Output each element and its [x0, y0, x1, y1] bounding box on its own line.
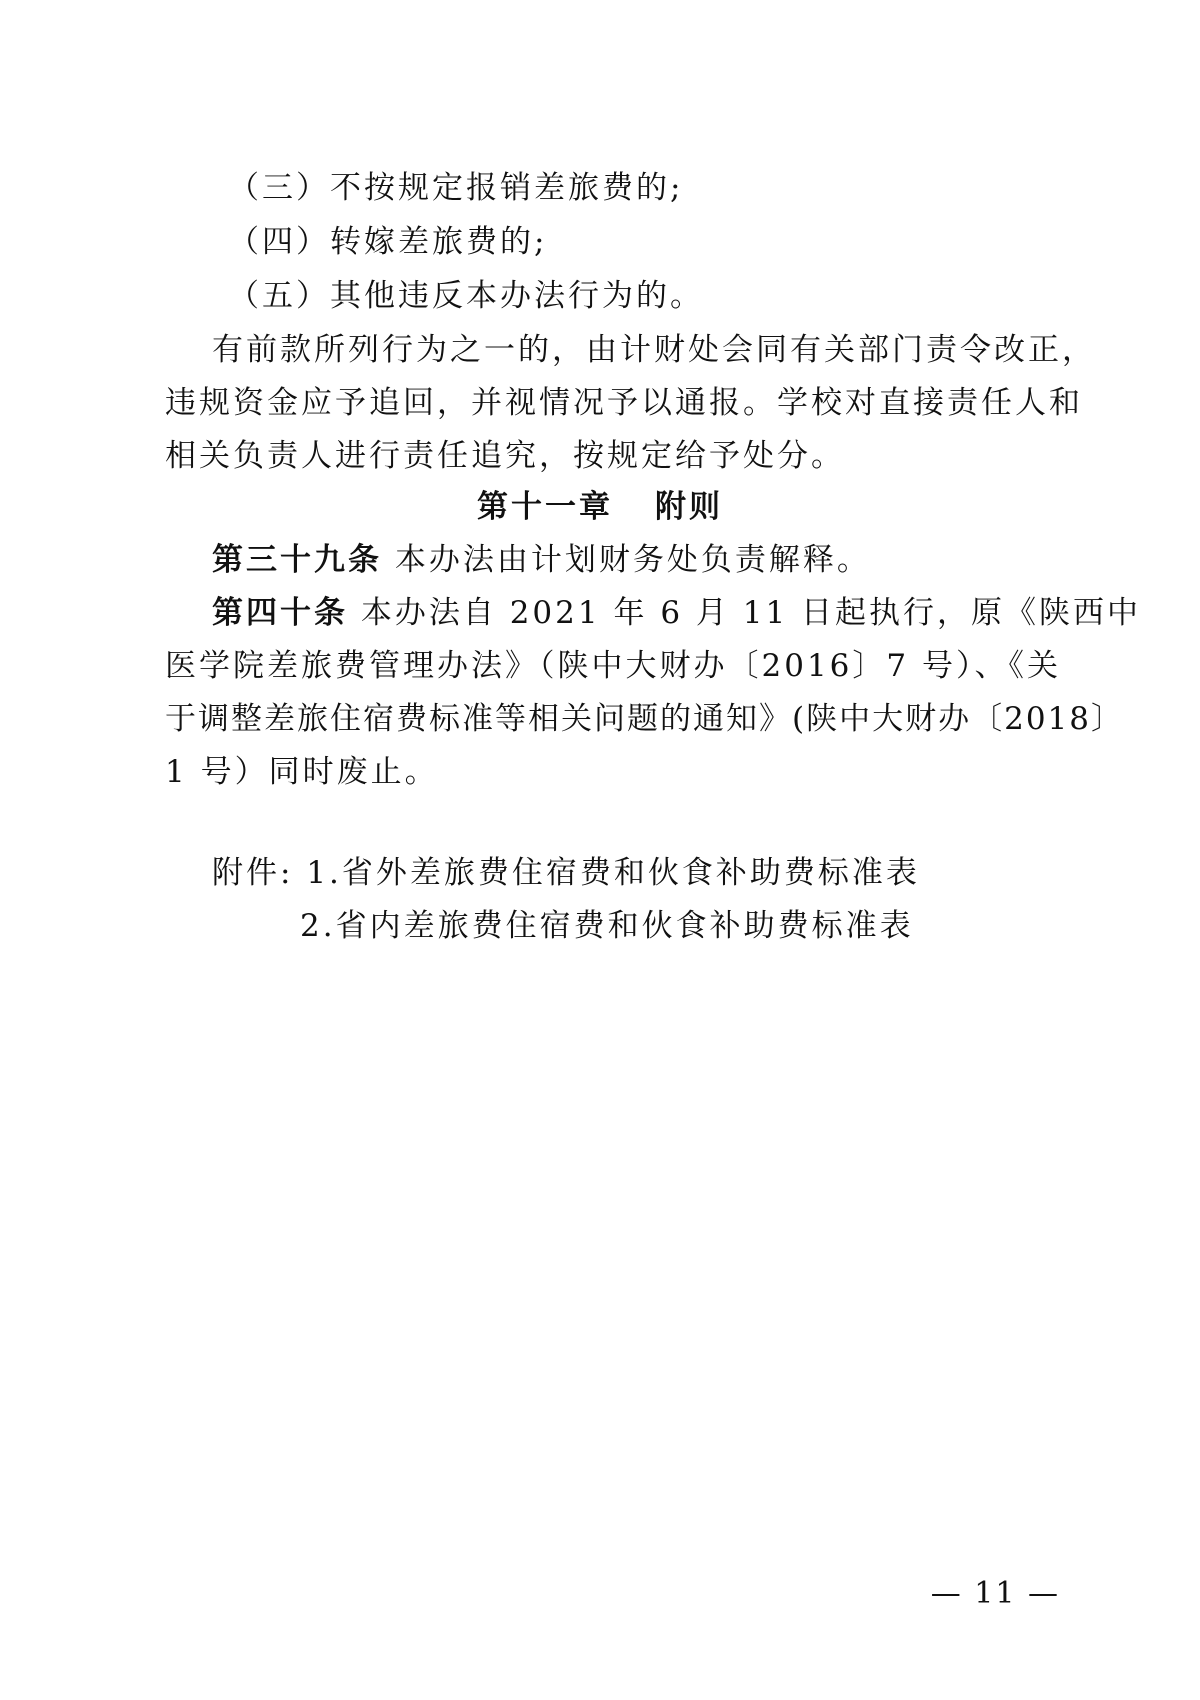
- list-item-3: （三）不按规定报销差旅费的;: [228, 170, 684, 206]
- article-40-text: 本办法自 2021 年 6 月 11 日起执行，原《陕西中: [360, 595, 1142, 631]
- article-40-line-3: 于调整差旅住宿费标准等相关问题的通知》(陕中大财办〔2018〕: [165, 701, 1124, 737]
- article-40-title: 第四十条: [212, 595, 348, 631]
- paragraph-line-3: 相关负责人进行责任追究，按规定给予处分。: [165, 438, 845, 474]
- article-39-text: 本办法由计划财务处负责解释。: [394, 542, 871, 578]
- article-40-line-4: 1 号）同时废止。: [165, 754, 439, 790]
- chapter-heading: [0, 487, 1200, 527]
- chapter-name: 附则: [655, 489, 723, 525]
- list-item-4: （四）转嫁差旅费的;: [228, 224, 548, 260]
- list-item-5: （五）其他违反本办法行为的。: [228, 278, 704, 314]
- paragraph-line-2: 违规资金应予追回，并视情况予以通报。学校对直接责任人和: [165, 385, 1083, 421]
- article-39-title: 第三十九条: [212, 542, 382, 578]
- attachment-item-2: 2.省内差旅费住宿费和伙食补助费标准表: [300, 908, 914, 944]
- paragraph-line-1: 有前款所列行为之一的，由计财处会同有关部门责令改正，: [212, 332, 1096, 368]
- article-40-first-line: [212, 593, 1142, 633]
- attachments-label: 附件:: [212, 855, 294, 891]
- attachment-item-1: 1.省外差旅费住宿费和伙食补助费标准表: [306, 855, 920, 891]
- chapter-title: 第十一章: [477, 489, 613, 525]
- article-40-line-2: 医学院差旅费管理办法》（陕中大财办〔2016〕7 号）、《关: [165, 648, 1061, 684]
- attachments-line-1: [212, 853, 1102, 893]
- article-39: [212, 540, 1102, 580]
- page-number: — 11 —: [930, 1576, 1060, 1611]
